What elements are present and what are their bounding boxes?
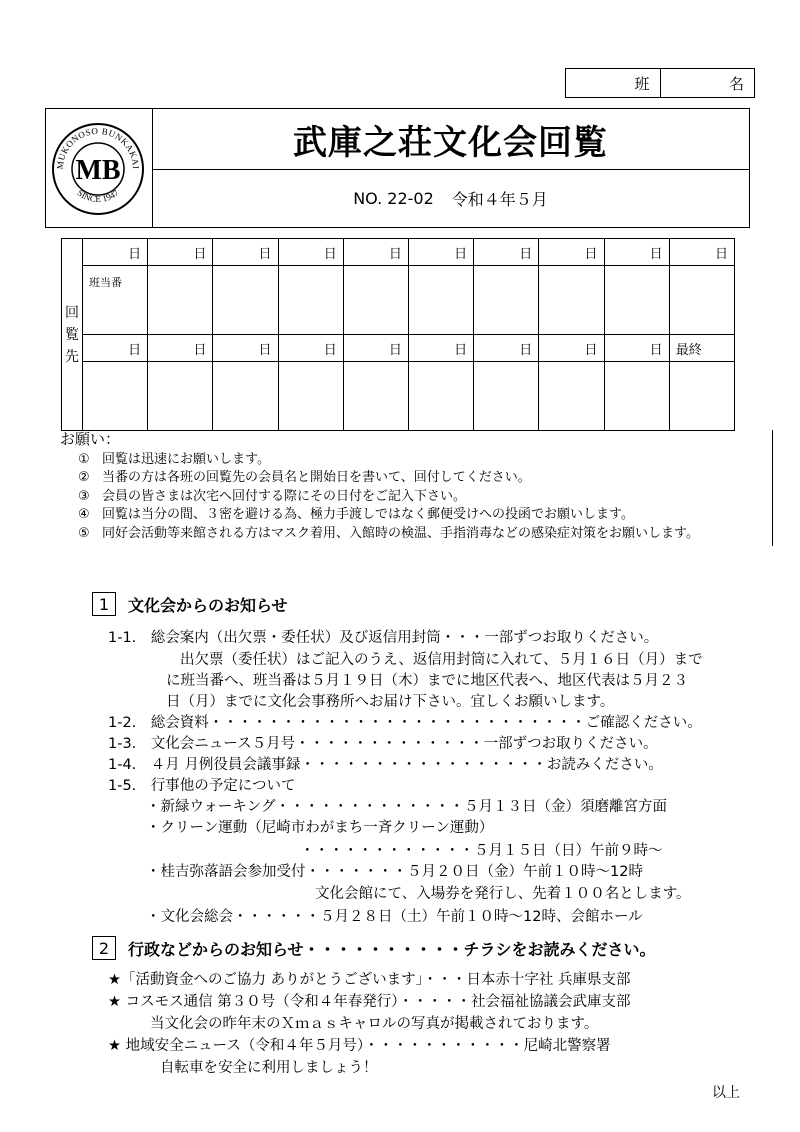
day-cell: 日 — [148, 239, 213, 266]
request-item: ① 回覧は迅速にお願いします。 — [78, 451, 270, 467]
logo-ring-bottom: SINCE 1947 — [75, 187, 121, 204]
name-cell — [213, 362, 278, 431]
section-heading — [92, 592, 288, 616]
event-line: 文化会館にて、入場券を発行し、先着１００名とします。 — [315, 886, 691, 902]
notice-line: ★ コスモス通信 第３０号（令和４年春発行）・・・・・社会福祉協議会武庫支部 — [108, 994, 631, 1010]
notice-line: ★ 地域安全ニュース（令和４年５月号）・・・・・・・・・・・尼崎北警察署 — [108, 1038, 611, 1054]
notice-line: 1-3. 文化会ニュース５月号・・・・・・・・・・・・・一部ずつお取りください。 — [108, 736, 658, 752]
page-title: 武庫之荘文化会回覧 — [152, 109, 749, 170]
day-cell: 日 — [408, 239, 473, 266]
final-cell: 最終 — [669, 335, 734, 362]
name-cell — [148, 362, 213, 431]
logo-ring-top: MUKONOSO BUNKAKAI — [54, 125, 142, 170]
name-cell — [278, 266, 343, 335]
notice-line: ★「活動資金へのご協力 ありがとうございます」・・・日本赤十字社 兵庫県支部 — [108, 972, 631, 988]
day-cell: 日 — [539, 335, 604, 362]
day-cell: 日 — [343, 239, 408, 266]
notice-line: 当文化会の昨年末のＸｍａｓキャロルの写真が掲載されております。 — [150, 1016, 599, 1032]
name-cell — [539, 362, 604, 431]
day-cell: 日 — [604, 335, 669, 362]
duty-cell: 班当番 — [83, 266, 148, 335]
name-cell — [343, 362, 408, 431]
requests-box — [60, 430, 773, 546]
day-cell: 日 — [669, 239, 734, 266]
name-cell — [474, 266, 539, 335]
logo-cell — [46, 109, 153, 227]
request-item: ⑤ 同好会活動等来館される方はマスク着用、入館時の検温、手指消毒などの感染症対策をお願いします。 — [78, 525, 699, 541]
name-cell — [213, 266, 278, 335]
name-cell — [604, 266, 669, 335]
logo-initials: MB — [75, 155, 121, 186]
section-title: 行政などからのお知らせ・・・・・・・・・・チラシをお読みください。 — [128, 939, 656, 959]
issue-info — [152, 169, 749, 227]
day-cell: 日 — [474, 239, 539, 266]
notice-line: に班当番へ、班当番は５月１９日（木）までに地区代表へ、地区代表は５月２３ — [166, 673, 688, 689]
name-cell — [408, 362, 473, 431]
event-line: ・文化会総会・・・・・・５月２８日（土）午前１０時～12時、会館ホール — [146, 909, 643, 925]
group-name-box — [565, 68, 755, 98]
mb-logo — [46, 109, 150, 227]
mei-label: 名 — [660, 69, 755, 97]
day-cell: 日 — [278, 335, 343, 362]
name-cell — [604, 362, 669, 431]
section-heading — [92, 936, 656, 960]
day-cell: 日 — [83, 335, 148, 362]
circulation-label: 回 覧 先 — [62, 239, 83, 431]
day-cell: 日 — [474, 335, 539, 362]
event-line: ・・・・・・・・・・・・５月１５日（日）午前９時～ — [300, 843, 663, 859]
name-cell — [83, 362, 148, 431]
day-cell: 日 — [83, 239, 148, 266]
name-cell — [669, 362, 734, 431]
han-label: 班 — [634, 74, 650, 93]
closing-text: 以上 — [712, 1085, 740, 1101]
requests-heading: お願い： — [60, 430, 121, 448]
event-line: ・クリーン運動（尼崎市わがまち一斉クリーン運動） — [146, 820, 494, 836]
notice-line: 1-5. 行事他の予定について — [108, 778, 296, 794]
day-cell: 日 — [539, 239, 604, 266]
issue-date: 令和４年５月 — [451, 189, 548, 209]
day-cell: 日 — [213, 335, 278, 362]
section-number: 1 — [92, 592, 116, 616]
day-cell: 日 — [604, 239, 669, 266]
request-item: ③ 会員の皆さまは次宅へ回付する際にその日付をご記入下さい。 — [78, 488, 467, 504]
name-cell — [669, 266, 734, 335]
event-line: ・桂吉弥落語会参加受付・・・・・・・５月２０日（金）午前１０時～12時 — [146, 864, 643, 880]
notice-line: 自転車を安全に利用しましょう！ — [160, 1060, 378, 1076]
name-cell — [343, 266, 408, 335]
notice-line: 1-4. ４月 月例役員会議事録・・・・・・・・・・・・・・・・・お読みください。 — [108, 757, 663, 773]
name-cell — [278, 362, 343, 431]
notice-line: 1-2. 総会資料・・・・・・・・・・・・・・・・・・・・・・・・・・ご確認ください。 — [108, 715, 702, 731]
event-line: ・新緑ウォーキング・・・・・・・・・・・・・５月１３日（金）須磨離宮方面 — [146, 799, 667, 815]
header — [45, 108, 750, 228]
notice-line: 1-1. 総会案内（出欠票・委任状）及び返信用封筒・・・一部ずつお取りください。 — [108, 630, 659, 646]
request-item: ② 当番の方は各班の回覧先の会員名と開始日を書いて、回付してください。 — [78, 470, 531, 485]
section-number: 2 — [92, 936, 116, 960]
notice-line: 出欠票（委任状）はご記入のうえ、返信用封筒に入れて、５月１６日（月）まで — [180, 652, 703, 668]
day-cell: 日 — [213, 239, 278, 266]
circulation-table — [61, 238, 735, 418]
issue-number: NO. 22-02 — [353, 188, 434, 208]
day-cell: 日 — [148, 335, 213, 362]
name-cell — [148, 266, 213, 335]
name-cell — [474, 362, 539, 431]
notice-line: 日（月）までに文化会事務所へお届け下さい。宜しくお願いします。 — [166, 694, 615, 710]
day-cell: 日 — [408, 335, 473, 362]
day-cell: 日 — [343, 335, 408, 362]
section-title: 文化会からのお知らせ — [128, 595, 288, 615]
request-item: ④ 回覧は当分の間、３密を避ける為、極力手渡しではなく郵便受けへの投函でお願いします。 — [78, 507, 634, 522]
name-cell — [408, 266, 473, 335]
name-cell — [539, 266, 604, 335]
day-cell: 日 — [278, 239, 343, 266]
